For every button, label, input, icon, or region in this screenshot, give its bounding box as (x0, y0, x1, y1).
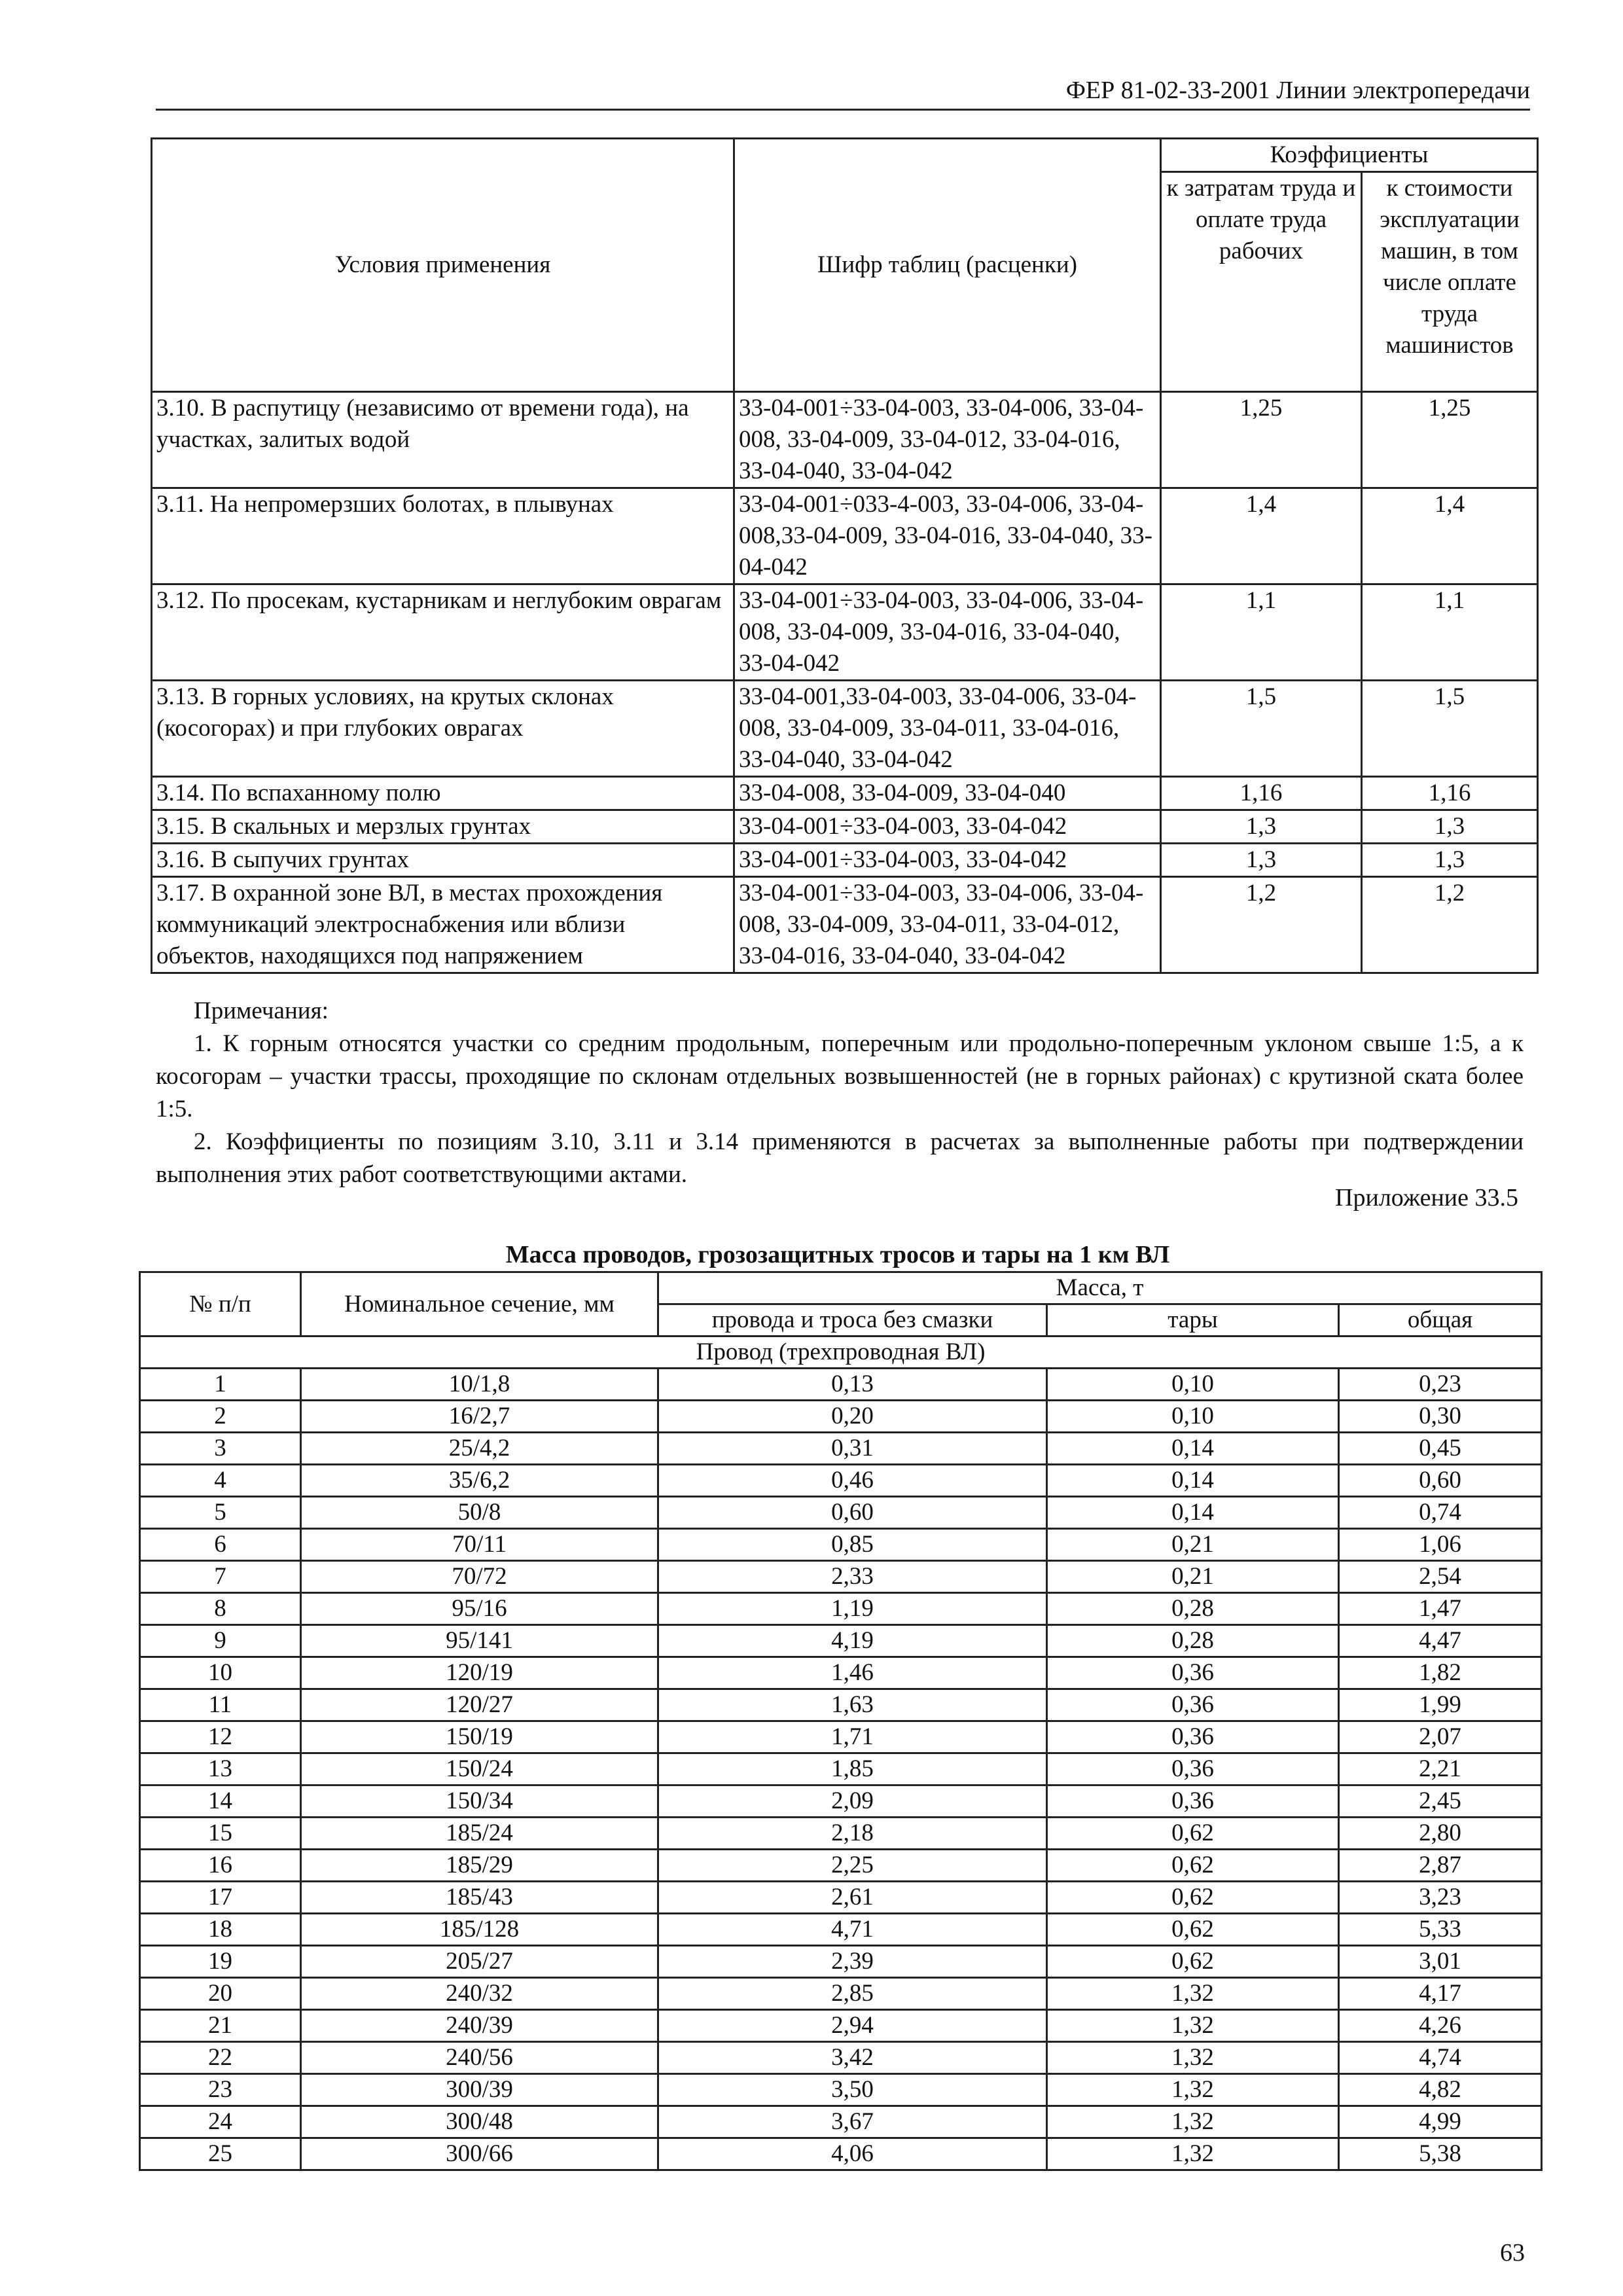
wire-mass-cell: 3,67 (658, 2106, 1047, 2138)
num-cell: 13 (140, 1753, 301, 1785)
num-cell: 5 (140, 1497, 301, 1529)
wire-mass-cell: 3,50 (658, 2074, 1047, 2106)
total-mass-cell: 4,47 (1339, 1625, 1542, 1657)
section-cell: 25/4,2 (301, 1433, 658, 1465)
header-machines: к стоимости эксплуатации машин, в том числе оплате труда машинистов (1362, 172, 1538, 392)
section-cell: 95/141 (301, 1625, 658, 1657)
wire-mass-cell: 2,18 (658, 1818, 1047, 1850)
mass-table (139, 1271, 1543, 2171)
tare-mass-cell: 0,14 (1047, 1433, 1339, 1465)
wire-mass-cell: 2,33 (658, 1561, 1047, 1593)
section-cell: 70/72 (301, 1561, 658, 1593)
wire-mass-cell: 2,94 (658, 2010, 1047, 2042)
tare-mass-cell: 0,36 (1047, 1753, 1339, 1785)
section-cell: 185/29 (301, 1850, 658, 1882)
num-cell: 18 (140, 1914, 301, 1946)
section-cell: 35/6,2 (301, 1465, 658, 1497)
tare-mass-cell: 0,10 (1047, 1369, 1339, 1401)
tare-mass-cell: 0,36 (1047, 1721, 1339, 1753)
section-cell: 300/66 (301, 2138, 658, 2170)
total-mass-cell: 2,45 (1339, 1785, 1542, 1818)
tare-mass-cell: 1,32 (1047, 2042, 1339, 2074)
num-cell: 7 (140, 1561, 301, 1593)
code-cell: 33-04-001÷33-04-003, 33-04-042 (734, 844, 1161, 877)
table-row (140, 2010, 1542, 2042)
table-row (152, 392, 1538, 488)
table-row (140, 2074, 1542, 2106)
table-row (140, 1433, 1542, 1465)
table-row (140, 1785, 1542, 1818)
num-cell: 3 (140, 1433, 301, 1465)
tare-mass-cell: 0,14 (1047, 1497, 1339, 1529)
header-labor: к затратам труда и оплате труда рабочих (1161, 172, 1362, 392)
section-cell: 240/39 (301, 2010, 658, 2042)
total-mass-cell: 0,74 (1339, 1497, 1542, 1529)
table-row (140, 1946, 1542, 1978)
tare-mass-cell: 0,62 (1047, 1850, 1339, 1882)
wire-mass-cell: 0,31 (658, 1433, 1047, 1465)
num-cell: 6 (140, 1529, 301, 1561)
labor-coef-cell: 1,3 (1161, 844, 1362, 877)
group-row (140, 1336, 1542, 1369)
wire-mass-cell: 0,20 (658, 1401, 1047, 1433)
section-cell: 120/27 (301, 1689, 658, 1721)
wire-mass-cell: 2,25 (658, 1850, 1047, 1882)
header-tare: тары (1047, 1304, 1339, 1336)
table-row (152, 488, 1538, 584)
header-wire: провода и троса без смазки (658, 1304, 1047, 1336)
tare-mass-cell: 0,62 (1047, 1946, 1339, 1978)
table-row (140, 1465, 1542, 1497)
table-row (140, 1657, 1542, 1689)
wire-mass-cell: 1,46 (658, 1657, 1047, 1689)
machine-coef-cell: 1,2 (1362, 877, 1538, 973)
total-mass-cell: 2,87 (1339, 1850, 1542, 1882)
condition-cell: 3.11. На непромерзших болотах, в плывунах (152, 488, 734, 584)
labor-coef-cell: 1,25 (1161, 392, 1362, 488)
num-cell: 10 (140, 1657, 301, 1689)
table-row (140, 1753, 1542, 1785)
coefficients-table (151, 137, 1539, 974)
total-mass-cell: 0,45 (1339, 1433, 1542, 1465)
tare-mass-cell: 1,32 (1047, 2106, 1339, 2138)
section-cell: 205/27 (301, 1946, 658, 1978)
total-mass-cell: 2,54 (1339, 1561, 1542, 1593)
labor-coef-cell: 1,1 (1161, 584, 1362, 681)
tare-mass-cell: 0,21 (1047, 1561, 1339, 1593)
group-label: Провод (трехпроводная ВЛ) (140, 1336, 1542, 1369)
header-coefficients: Коэффициенты (1161, 139, 1538, 172)
num-cell: 1 (140, 1369, 301, 1401)
num-cell: 22 (140, 2042, 301, 2074)
total-mass-cell: 0,30 (1339, 1401, 1542, 1433)
num-cell: 16 (140, 1850, 301, 1882)
condition-cell: 3.13. В горных условиях, на крутых склонах (косогорах) и при глубоких оврагах (152, 681, 734, 777)
tare-mass-cell: 0,36 (1047, 1657, 1339, 1689)
num-cell: 21 (140, 2010, 301, 2042)
coef-body (152, 392, 1538, 973)
table-row (140, 1497, 1542, 1529)
num-cell: 23 (140, 2074, 301, 2106)
total-mass-cell: 2,21 (1339, 1753, 1542, 1785)
header-mass: Масса, т (658, 1272, 1542, 1304)
total-mass-cell: 2,07 (1339, 1721, 1542, 1753)
num-cell: 12 (140, 1721, 301, 1753)
header-code: Шифр таблиц (расценки) (734, 139, 1161, 392)
header-conditions: Условия применения (152, 139, 734, 392)
wire-mass-cell: 0,46 (658, 1465, 1047, 1497)
table-row (140, 1914, 1542, 1946)
tare-mass-cell: 1,32 (1047, 2138, 1339, 2170)
mass-header-row (140, 1272, 1542, 1304)
labor-coef-cell: 1,4 (1161, 488, 1362, 584)
machine-coef-cell: 1,3 (1362, 810, 1538, 844)
table-row (152, 681, 1538, 777)
total-mass-cell: 4,17 (1339, 1978, 1542, 2010)
page-header (156, 72, 1530, 111)
num-cell: 25 (140, 2138, 301, 2170)
section-cell: 150/19 (301, 1721, 658, 1753)
num-cell: 24 (140, 2106, 301, 2138)
table-row (140, 1529, 1542, 1561)
appendix-label: Приложение 33.5 (1335, 1184, 1518, 1211)
table-row (140, 1818, 1542, 1850)
section-cell: 70/11 (301, 1529, 658, 1561)
machine-coef-cell: 1,16 (1362, 777, 1538, 810)
section-cell: 300/48 (301, 2106, 658, 2138)
tare-mass-cell: 0,28 (1047, 1593, 1339, 1625)
note-item-1: 1. К горным относятся участки со средним продольным, поперечным или продольно-поперечным уклоном свыше 1:5, а к косогорам – участки трассы, проходящие по склонам отдельных возвышенностей (не в горных районах) с крутизной ската более 1:5. (156, 1030, 1524, 1122)
table-row (140, 1850, 1542, 1882)
wire-mass-cell: 3,42 (658, 2042, 1047, 2074)
total-mass-cell: 0,60 (1339, 1465, 1542, 1497)
note-item-2: 2. Коэффициенты по позициям 3.10, 3.11 и 3.14 применяются в расчетах за выполненные работы при подтверждении выполнения этих работ соответствующими актами. (156, 1128, 1524, 1188)
mass-table-title: Масса проводов, грозозащитных тросов и тары на 1 км ВЛ (505, 1241, 1170, 1268)
section-cell: 50/8 (301, 1497, 658, 1529)
mass-body (140, 1369, 1542, 2170)
condition-cell: 3.16. В сыпучих грунтах (152, 844, 734, 877)
condition-cell: 3.12. По просекам, кустарникам и неглубоким оврагам (152, 584, 734, 681)
wire-mass-cell: 4,19 (658, 1625, 1047, 1657)
tare-mass-cell: 0,36 (1047, 1689, 1339, 1721)
tare-mass-cell: 0,36 (1047, 1785, 1339, 1818)
section-cell: 240/56 (301, 2042, 658, 2074)
section-cell: 120/19 (301, 1657, 658, 1689)
machine-coef-cell: 1,1 (1362, 584, 1538, 681)
wire-mass-cell: 1,63 (658, 1689, 1047, 1721)
table-row (140, 2042, 1542, 2074)
wire-mass-cell: 4,71 (658, 1914, 1047, 1946)
table-row (140, 1561, 1542, 1593)
condition-cell: 3.10. В распутицу (независимо от времени года), на участках, залитых водой (152, 392, 734, 488)
table-row (152, 877, 1538, 973)
code-cell: 33-04-001÷33-04-003, 33-04-042 (734, 810, 1161, 844)
total-mass-cell: 1,47 (1339, 1593, 1542, 1625)
machine-coef-cell: 1,25 (1362, 392, 1538, 488)
wire-mass-cell: 2,85 (658, 1978, 1047, 2010)
code-cell: 33-04-001÷033-4-003, 33-04-006, 33-04-008,33-04-009, 33-04-016, 33-04-040, 33-04-042 (734, 488, 1161, 584)
wire-mass-cell: 2,61 (658, 1882, 1047, 1914)
num-cell: 20 (140, 1978, 301, 2010)
machine-coef-cell: 1,3 (1362, 844, 1538, 877)
code-cell: 33-04-001÷33-04-003, 33-04-006, 33-04-008, 33-04-009, 33-04-016, 33-04-040, 33-04-042 (734, 584, 1161, 681)
notes-title: Примечания: (194, 997, 329, 1024)
wire-mass-cell: 0,85 (658, 1529, 1047, 1561)
header-total: общая (1339, 1304, 1542, 1336)
code-cell: 33-04-001÷33-04-003, 33-04-006, 33-04-008, 33-04-009, 33-04-011, 33-04-012, 33-04-016, 33-04-040, 33-04-042 (734, 877, 1161, 973)
total-mass-cell: 1,06 (1339, 1529, 1542, 1561)
labor-coef-cell: 1,16 (1161, 777, 1362, 810)
coef-header-row (152, 139, 1538, 172)
num-cell: 17 (140, 1882, 301, 1914)
tare-mass-cell: 1,32 (1047, 2010, 1339, 2042)
wire-mass-cell: 1,19 (658, 1593, 1047, 1625)
document-title: ФЕР 81-02-33-2001 Линии электропередачи (1065, 77, 1530, 104)
table-row (140, 1882, 1542, 1914)
wire-mass-cell: 4,06 (658, 2138, 1047, 2170)
labor-coef-cell: 1,2 (1161, 877, 1362, 973)
section-cell: 150/24 (301, 1753, 658, 1785)
condition-cell: 3.14. По вспаханному полю (152, 777, 734, 810)
total-mass-cell: 4,74 (1339, 2042, 1542, 2074)
section-cell: 185/43 (301, 1882, 658, 1914)
notes (156, 995, 1524, 1191)
machine-coef-cell: 1,4 (1362, 488, 1538, 584)
tare-mass-cell: 0,62 (1047, 1914, 1339, 1946)
section-cell: 95/16 (301, 1593, 658, 1625)
num-cell: 4 (140, 1465, 301, 1497)
header-section: Номинальное сечение, мм (301, 1272, 658, 1336)
section-cell: 185/128 (301, 1914, 658, 1946)
table-row (152, 810, 1538, 844)
table-row (140, 2106, 1542, 2138)
labor-coef-cell: 1,5 (1161, 681, 1362, 777)
num-cell: 8 (140, 1593, 301, 1625)
total-mass-cell: 2,80 (1339, 1818, 1542, 1850)
wire-mass-cell: 0,13 (658, 1369, 1047, 1401)
table-row (152, 777, 1538, 810)
total-mass-cell: 1,82 (1339, 1657, 1542, 1689)
section-cell: 240/32 (301, 1978, 658, 2010)
table-row (140, 1978, 1542, 2010)
total-mass-cell: 4,26 (1339, 2010, 1542, 2042)
tare-mass-cell: 0,10 (1047, 1401, 1339, 1433)
num-cell: 15 (140, 1818, 301, 1850)
wire-mass-cell: 1,71 (658, 1721, 1047, 1753)
table-row (140, 1625, 1542, 1657)
total-mass-cell: 5,33 (1339, 1914, 1542, 1946)
total-mass-cell: 4,82 (1339, 2074, 1542, 2106)
section-cell: 16/2,7 (301, 1401, 658, 1433)
tare-mass-cell: 0,14 (1047, 1465, 1339, 1497)
labor-coef-cell: 1,3 (1161, 810, 1362, 844)
wire-mass-cell: 0,60 (658, 1497, 1047, 1529)
total-mass-cell: 3,23 (1339, 1882, 1542, 1914)
table-row (140, 1369, 1542, 1401)
total-mass-cell: 1,99 (1339, 1689, 1542, 1721)
page-number: 63 (1500, 2239, 1525, 2267)
total-mass-cell: 0,23 (1339, 1369, 1542, 1401)
machine-coef-cell: 1,5 (1362, 681, 1538, 777)
table-row (140, 1689, 1542, 1721)
table-row (152, 844, 1538, 877)
num-cell: 9 (140, 1625, 301, 1657)
condition-cell: 3.17. В охранной зоне ВЛ, в местах прохождения коммуникаций электроснабжения или вблизи объектов, находящихся под напряжением (152, 877, 734, 973)
num-cell: 11 (140, 1689, 301, 1721)
code-cell: 33-04-008, 33-04-009, 33-04-040 (734, 777, 1161, 810)
table-row (140, 1401, 1542, 1433)
section-cell: 10/1,8 (301, 1369, 658, 1401)
num-cell: 2 (140, 1401, 301, 1433)
num-cell: 14 (140, 1785, 301, 1818)
table-row (140, 2138, 1542, 2170)
tare-mass-cell: 1,32 (1047, 2074, 1339, 2106)
section-cell: 150/34 (301, 1785, 658, 1818)
tare-mass-cell: 0,62 (1047, 1882, 1339, 1914)
total-mass-cell: 4,99 (1339, 2106, 1542, 2138)
wire-mass-cell: 2,39 (658, 1946, 1047, 1978)
tare-mass-cell: 0,21 (1047, 1529, 1339, 1561)
num-cell: 19 (140, 1946, 301, 1978)
header-num: № п/п (140, 1272, 301, 1336)
total-mass-cell: 5,38 (1339, 2138, 1542, 2170)
section-cell: 300/39 (301, 2074, 658, 2106)
condition-cell: 3.15. В скальных и мерзлых грунтах (152, 810, 734, 844)
code-cell: 33-04-001,33-04-003, 33-04-006, 33-04-008, 33-04-009, 33-04-011, 33-04-016, 33-04-040, 33-04-042 (734, 681, 1161, 777)
tare-mass-cell: 0,62 (1047, 1818, 1339, 1850)
table-row (152, 584, 1538, 681)
table-row (140, 1721, 1542, 1753)
wire-mass-cell: 2,09 (658, 1785, 1047, 1818)
tare-mass-cell: 1,32 (1047, 1978, 1339, 2010)
tare-mass-cell: 0,28 (1047, 1625, 1339, 1657)
total-mass-cell: 3,01 (1339, 1946, 1542, 1978)
code-cell: 33-04-001÷33-04-003, 33-04-006, 33-04-008, 33-04-009, 33-04-012, 33-04-016, 33-04-040, 33-04-042 (734, 392, 1161, 488)
wire-mass-cell: 1,85 (658, 1753, 1047, 1785)
table-row (140, 1593, 1542, 1625)
section-cell: 185/24 (301, 1818, 658, 1850)
